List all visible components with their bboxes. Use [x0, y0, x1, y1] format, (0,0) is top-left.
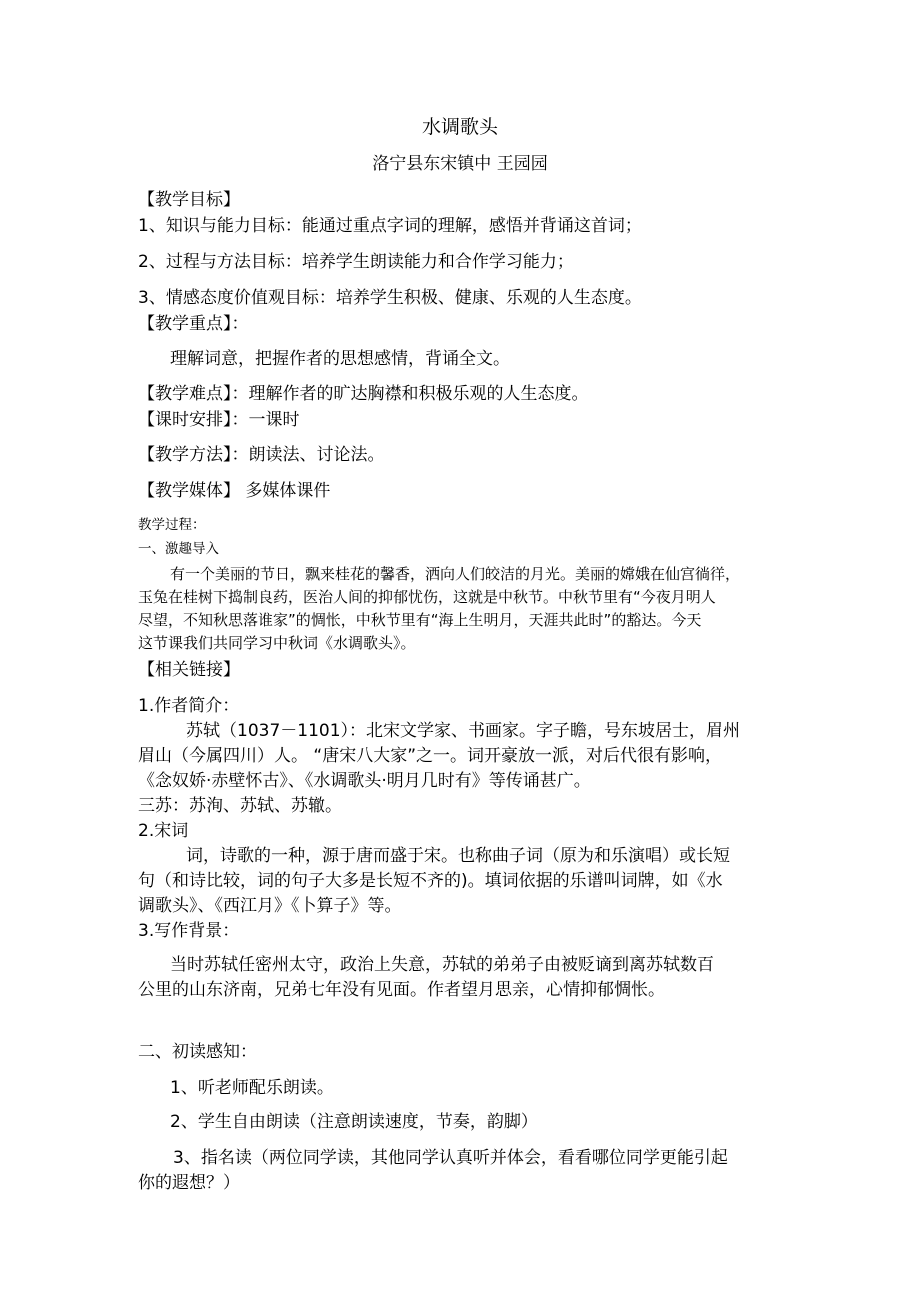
objective-item: 3、情感态度价值观目标：培养学生积极、健康、乐观的人生态度。 — [138, 288, 642, 308]
author-intro-line: 苏轼（1037－1101）：北宋文学家、书画家。字子瞻，号东坡居士，眉州 — [186, 721, 741, 741]
song-ci-line: 词，诗歌的一种，源于唐而盛于宋。也称曲子词（原为和乐演唱）或长短 — [186, 846, 730, 866]
document-title: 水调歌头 — [421, 116, 498, 138]
process-label: 教学过程： — [138, 517, 206, 533]
three-su-line: 三苏：苏洵、苏轼、苏辙。 — [138, 796, 342, 816]
objectives-heading: 【教学目标】 — [138, 190, 240, 210]
author-line: 洛宁县东宋镇中 王园园 — [372, 154, 548, 174]
background-line: 公里的山东济南，兄弟七年没有见面。作者望月思亲，心情抑郁惆怅。 — [138, 980, 665, 1000]
author-intro-label: 1.作者简介： — [138, 696, 240, 716]
links-heading: 【相关链接】 — [138, 660, 240, 680]
intro-paragraph-line: 玉兔在桂树下捣制良药，医治人间的抑郁忧伤，这就是中秋节。中秋节里有“今夜月明人 — [138, 588, 716, 606]
first-reading-heading: 二、初读感知： — [138, 1042, 257, 1062]
song-ci-label: 2.宋词 — [138, 821, 189, 841]
reading-item: 你的遐想？） — [138, 1173, 240, 1193]
media-line: 【教学媒体】 多媒体课件 — [138, 481, 331, 501]
intro-paragraph-line: 有一个美丽的节日，飘来桂花的馨香，洒向人们皎洁的月光。美丽的嫦娥在仙宫徜徉， — [170, 565, 741, 583]
objective-item: 1、知识与能力目标：能通过重点字词的理解，感悟并背诵这首词； — [138, 216, 642, 236]
difficulty-line: 【教学难点】：理解作者的旷达胸襟和积极乐观的人生态度。 — [138, 384, 589, 404]
author-intro-line: 眉山（今属四川）人。 “唐宋八大家”之一。词开豪放一派，对后代很有影响， — [138, 746, 723, 766]
background-line: 当时苏轼任密州太守，政治上失意，苏轼的弟弟子由被贬谪到离苏轼数百 — [170, 955, 714, 975]
reading-item: 3、指名读（两位同学读，其他同学认真听并体会，看看哪位同学更能引起 — [173, 1148, 728, 1168]
reading-item: 2、学生自由朗读（注意朗读速度，节奏，韵脚） — [170, 1112, 538, 1132]
song-ci-line: 句（和诗比较，词的句子大多是长短不齐的)。填词依据的乐谱叫词牌，如《水 — [138, 871, 723, 891]
method-line: 【教学方法】：朗读法、讨论法。 — [138, 445, 385, 465]
section-heading: 一、激趣导入 — [138, 541, 219, 557]
reading-item: 1、听老师配乐朗读。 — [170, 1078, 334, 1098]
song-ci-line: 调歌头》、《西江月》《卜算子》等。 — [138, 896, 402, 916]
key-point-heading: 【教学重点】： — [138, 314, 249, 334]
key-point-text: 理解词意，把握作者的思想感情，背诵全文。 — [170, 349, 510, 369]
objective-item: 2、过程与方法目标：培养学生朗读能力和合作学习能力； — [138, 252, 574, 272]
schedule-line: 【课时安排】：一课时 — [138, 410, 300, 430]
background-label: 3.写作背景： — [138, 921, 240, 941]
intro-paragraph-line: 这节课我们共同学习中秋词《水调歌头》。 — [138, 634, 416, 652]
author-intro-line: 《念奴娇·赤壁怀古》、《水调歌头·明月几时有》等传诵甚广。 — [138, 771, 591, 791]
intro-paragraph-line: 尽望，不知秋思落谁家”的惆怅，中秋节里有“海上生明月，天涯共此时”的豁达。今天 — [138, 611, 702, 629]
